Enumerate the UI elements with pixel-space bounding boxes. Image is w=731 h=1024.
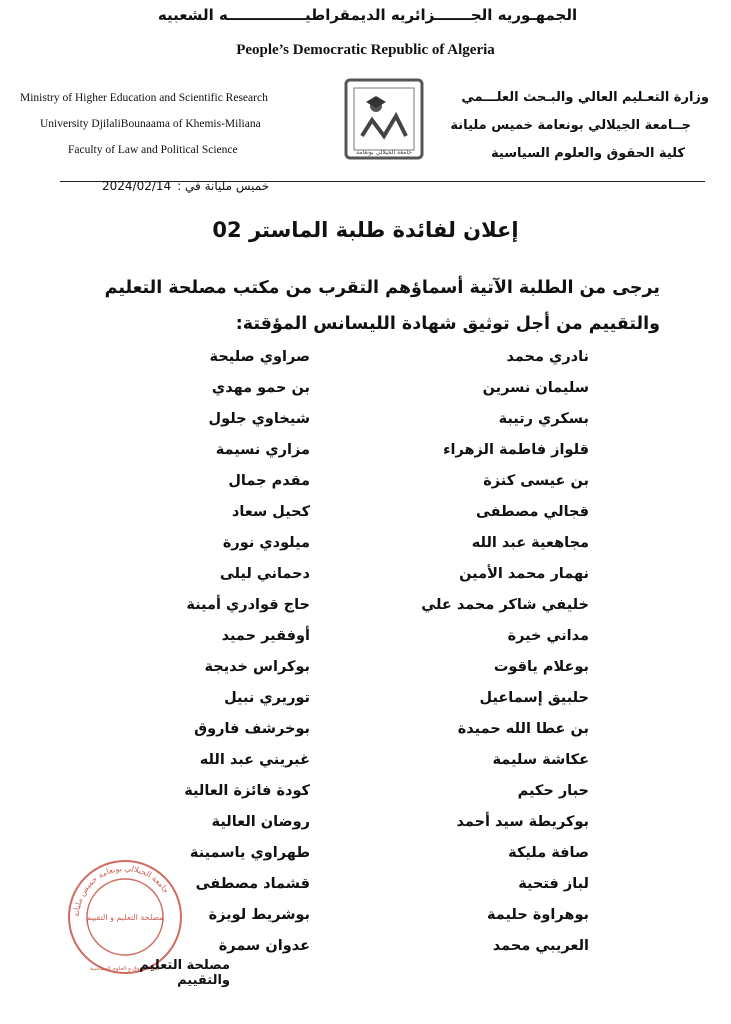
student-name-right-17: صافة مليكة xyxy=(508,845,589,861)
student-name-right-1: نادري محمد xyxy=(506,349,589,365)
student-name-right-10: مداني خيرة xyxy=(507,628,589,644)
student-name-left-11: بوكراس خديجة xyxy=(204,659,310,675)
student-name-right-12: حلبيق إسماعيل xyxy=(479,690,589,706)
student-name-left-10: أوفقير حميد xyxy=(221,628,310,644)
ministry-en: Ministry of Higher Education and Scientific Research xyxy=(20,92,268,104)
date-value: 2024/02/14 xyxy=(102,179,172,193)
student-name-right-20: العريبي محمد xyxy=(492,938,589,954)
student-name-right-6: قجالي مصطفى xyxy=(475,504,589,520)
student-name-left-8: دحماني ليلى xyxy=(219,566,310,582)
student-name-left-6: كحيل سعاد xyxy=(231,504,310,520)
student-name-left-18: قشماد مصطفى xyxy=(195,876,310,892)
logo-wordmark: جامعة الجيلالي بونعامة xyxy=(356,149,412,156)
student-name-left-4: مزاري نسيمة xyxy=(215,442,310,458)
student-name-left-17: طهراوي ياسمينة xyxy=(189,845,310,861)
stamp-outer-text: جامعة الجيلالي بونعامة خميس مليانة xyxy=(71,863,171,918)
ministry-ar: وزارة التعـليم العالي والبـحث العلـــمي xyxy=(461,90,709,105)
announcement-title: إعلان لفائدة طلبة الماستر 02 xyxy=(212,218,519,242)
announcement-intro: يرجى من الطلبة الآتية أسماؤهم التقرب من مكتب مصلحة التعليم والتقييم من أجل توثيق شهادة الليسانس المؤقتة: xyxy=(104,278,660,334)
faculty-ar: كلية الحقوق والعلوم السياسية xyxy=(491,146,685,161)
student-name-right-13: بن عطا الله حميدة xyxy=(457,721,589,737)
student-name-right-18: لباز فتحية xyxy=(518,876,589,892)
republic-title-en: People’s Democratic Republic of Algeria xyxy=(236,42,495,58)
institution-header-en xyxy=(20,90,320,168)
student-name-left-16: روضان العالية xyxy=(211,814,310,830)
stamp-bottom-text: كلية الحقوق و العلوم السياسية xyxy=(90,966,160,972)
student-name-right-9: خليفي شاكر محمد علي xyxy=(421,597,589,613)
republic-title-ar: الجمهـوريه الجـــــــزائريه الديمقراطيـــــــــــــــه الشعبيه xyxy=(157,6,578,24)
student-name-left-2: بن حمو مهدي xyxy=(211,380,310,396)
student-name-left-5: مقدم جمال xyxy=(228,473,310,489)
date-label: خميس مليانة في : xyxy=(177,179,270,193)
student-name-left-20: عدوان سمرة xyxy=(218,938,310,954)
student-name-right-5: بن عيسى كنزة xyxy=(483,473,589,489)
student-name-right-8: نهمار محمد الأمين xyxy=(459,566,589,582)
student-name-left-1: صراوي صليحة xyxy=(209,349,310,365)
student-name-left-9: حاج قوادري أمينة xyxy=(186,597,310,613)
student-name-left-15: كودة فائزة العالية xyxy=(184,783,310,799)
student-name-right-15: حبار حكيم xyxy=(517,783,589,799)
student-name-left-7: ميلودي نورة xyxy=(222,535,310,551)
student-name-left-19: بوشريط لويزة xyxy=(208,907,310,923)
svg-text:جامعة الجيلالي بونعامة خميس مل xyxy=(72,864,171,917)
student-name-right-11: بوعلام ياقوت xyxy=(493,659,589,675)
student-name-left-12: توريري نبيل xyxy=(224,690,310,706)
date-line xyxy=(96,179,269,193)
student-name-right-19: بوهراوة حليمة xyxy=(486,907,589,923)
student-name-right-14: عكاشة سليمة xyxy=(492,752,589,768)
stamp-inner-text: مصلحة التعليم و التقييم xyxy=(86,913,164,922)
student-name-right-4: قلواز فاطمة الزهراء xyxy=(443,442,589,458)
student-name-right-7: مجاهعية عبد الله xyxy=(471,535,589,551)
university-en: University DjilaliBounaama of Khemis-Miliana xyxy=(40,118,261,130)
university-ar: جــامعة الجيلالي بونعامة خميس مليانة xyxy=(450,118,691,133)
names-column-right xyxy=(349,347,589,967)
faculty-en: Faculty of Law and Political Science xyxy=(68,144,238,156)
student-name-left-3: شيخاوي جلول xyxy=(208,411,310,427)
office-signature: مصلحة التعليم والتقييم xyxy=(139,958,230,988)
student-name-right-3: بسكري رتيبة xyxy=(498,411,589,427)
student-name-right-16: بوكريطة سيد أحمد xyxy=(456,814,589,830)
student-name-right-2: سليمان نسرين xyxy=(482,380,589,396)
student-name-left-14: غبريني عبد الله xyxy=(199,752,310,768)
institution-header-ar xyxy=(409,88,709,172)
student-name-left-13: بوخرشف فاروق xyxy=(194,721,310,737)
